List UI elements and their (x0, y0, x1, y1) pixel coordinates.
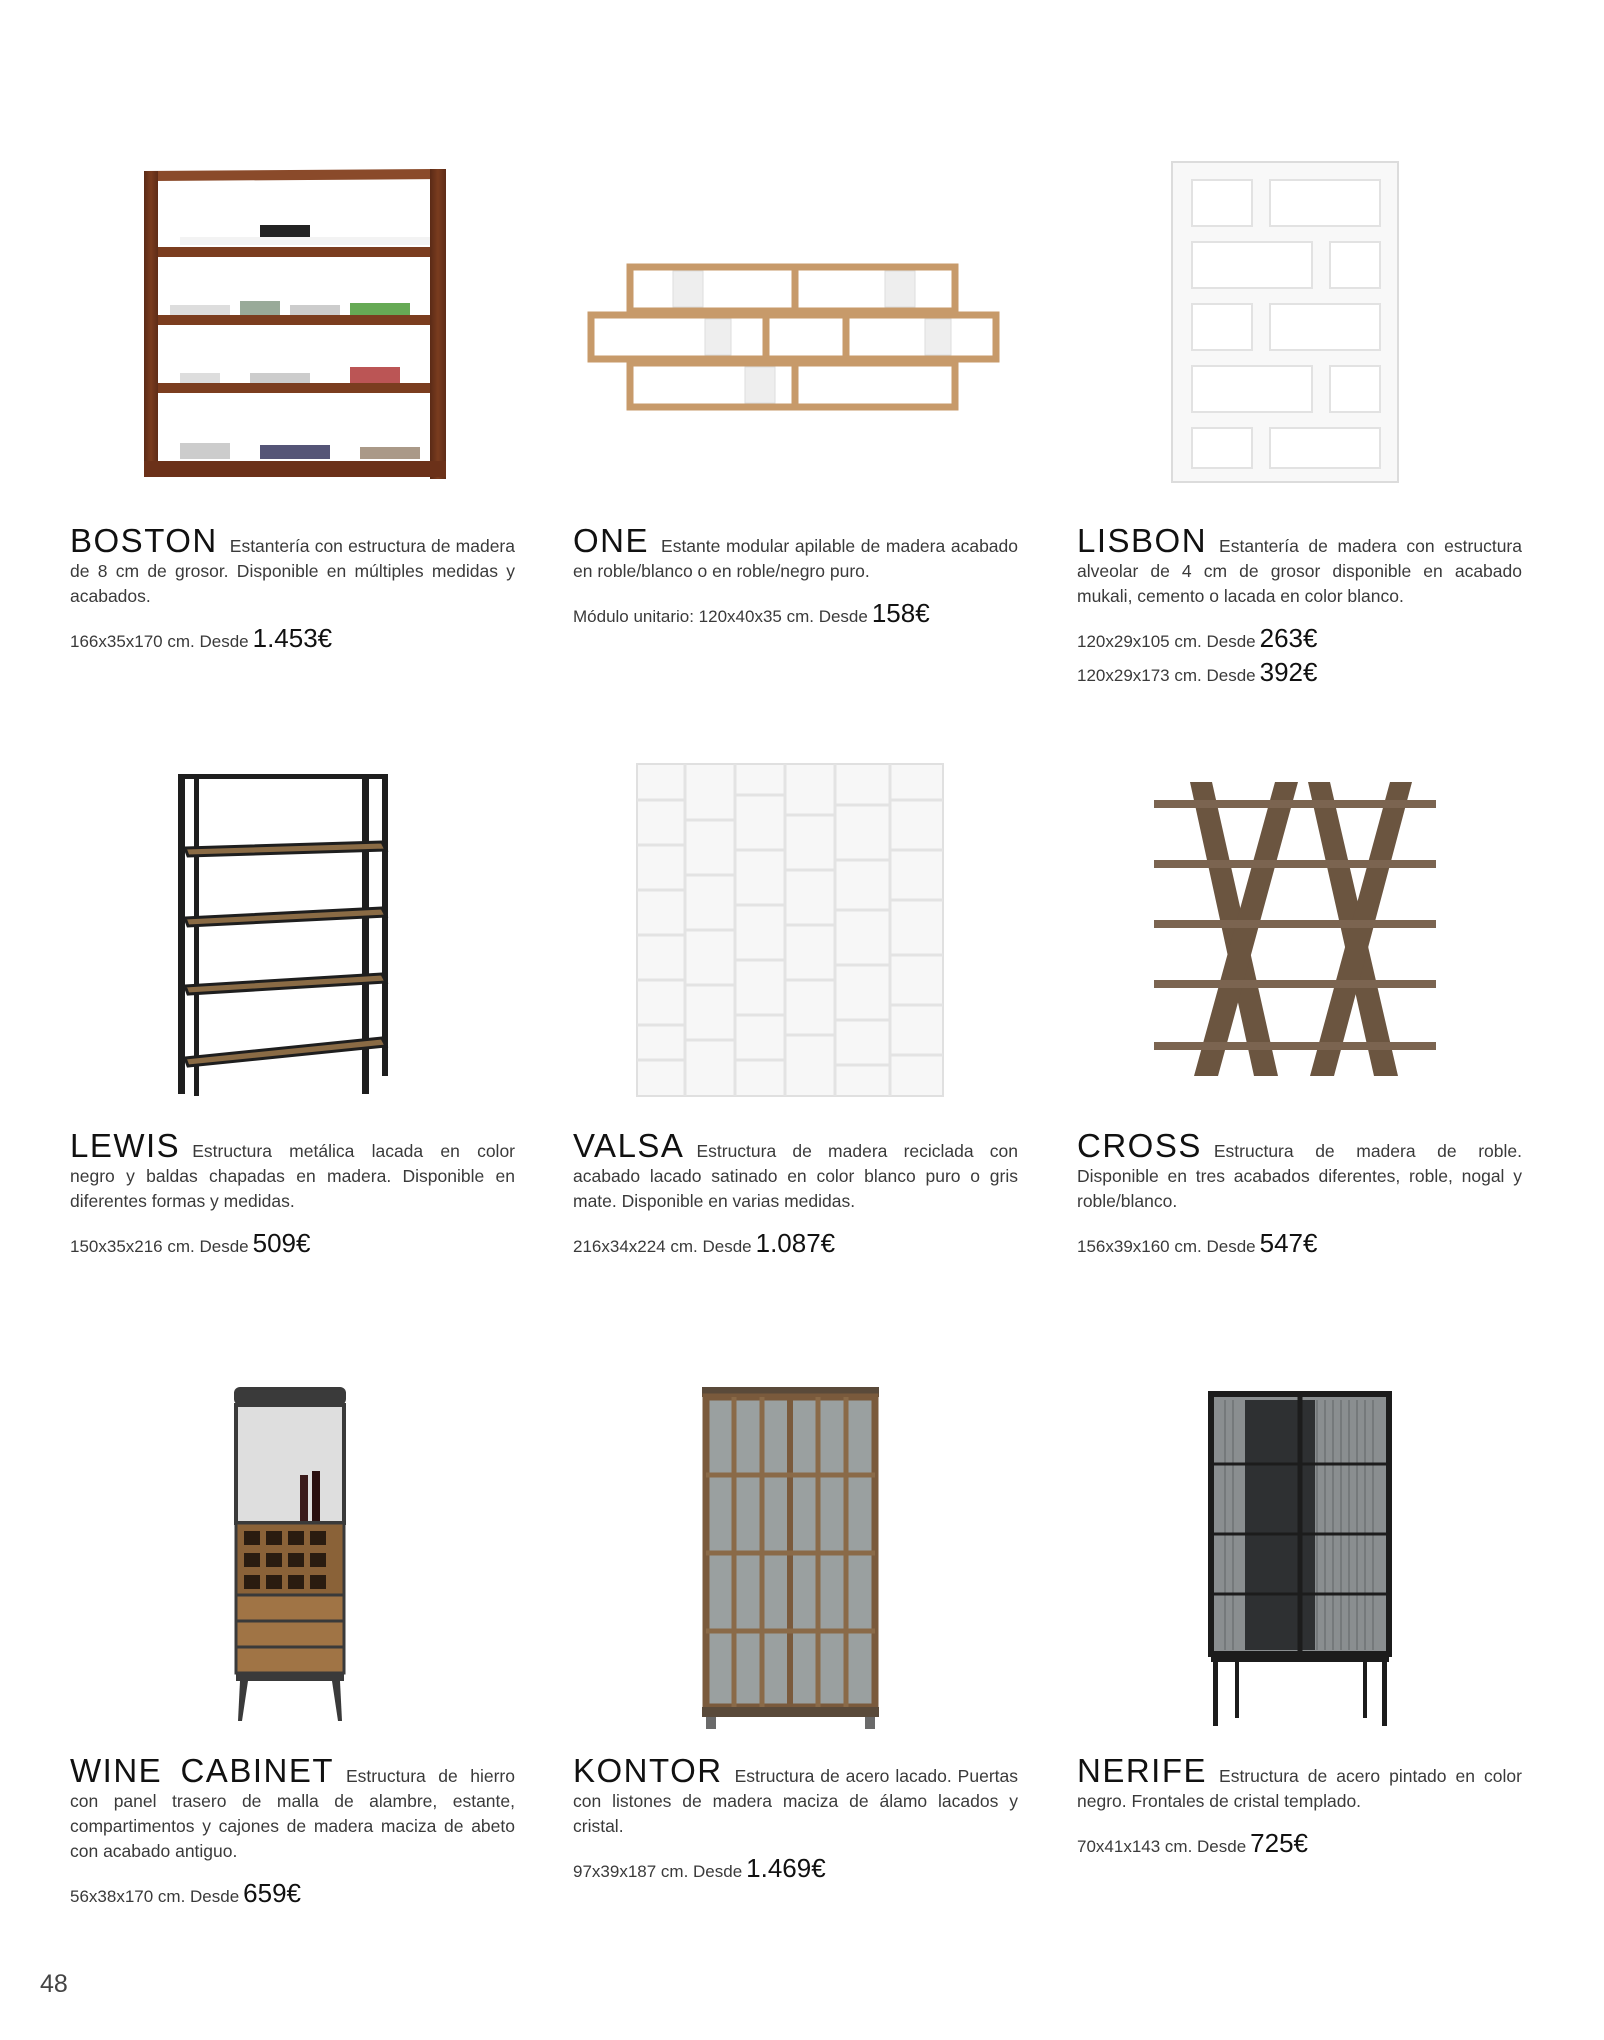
metal-shelf-illustration (172, 768, 402, 1098)
white-grid-bookcase-illustration (635, 760, 945, 1100)
product-kontor (573, 1752, 1018, 1888)
white-bookcase-illustration (1170, 160, 1400, 485)
product-nerife (1077, 1752, 1522, 1863)
product-description: LISBON Estantería de madera con estructura alveolar de 4 cm de grosor disponible en acabado mukali, cemento o lacada en color blanco. (1077, 522, 1522, 606)
product-name: VALSA (573, 1127, 685, 1164)
product-description: WINE CABINET Estructura de hierro con panel trasero de malla de alambre, estante, compartimentos y cajones de madera maciza de abeto con acabado antiguo. (70, 1752, 515, 1861)
product-name: WINE CABINET (70, 1752, 334, 1789)
price-line: 70x41x143 cm. Desde 725€ (1077, 1828, 1308, 1858)
page-number: 48 (40, 1970, 68, 1998)
product-wine-cabinet (70, 1752, 515, 1913)
product-description: LEWIS Estructura metálica lacada en color negro y baldas chapadas en madera. Disponible en diferentes formas y medidas. (70, 1127, 515, 1211)
price: 392€ (1259, 657, 1318, 687)
price: 1.453€ (252, 623, 333, 653)
product-one (573, 522, 1018, 633)
product-description: KONTOR Estructura de acero lacado. Puertas con listones de madera maciza de álamo lacados y cristal. (573, 1752, 1018, 1836)
cross-shelf-illustration (1150, 778, 1440, 1083)
price-line: 120x29x105 cm. Desde 263€ (1077, 623, 1318, 653)
price-line: 166x35x170 cm. Desde 1.453€ (70, 623, 333, 653)
product-lewis (70, 1127, 515, 1263)
price: 509€ (252, 1228, 311, 1258)
price-line: 97x39x187 cm. Desde 1.469€ (573, 1853, 826, 1883)
product-name: NERIFE (1077, 1752, 1208, 1789)
product-name: LEWIS (70, 1127, 181, 1164)
price: 1.469€ (746, 1853, 826, 1883)
product-name: KONTOR (573, 1752, 723, 1789)
walnut-bookcase-illustration (140, 165, 450, 485)
product-name: CROSS (1077, 1127, 1202, 1164)
price: 547€ (1259, 1228, 1318, 1258)
modular-shelf-illustration (585, 255, 1000, 420)
glass-cabinet-illustration (698, 1385, 883, 1730)
wine-cabinet-illustration (230, 1385, 350, 1725)
product-lisbon (1077, 522, 1522, 692)
price-line: 120x29x173 cm. Desde 392€ (1077, 657, 1318, 687)
price-line: 150x35x216 cm. Desde 509€ (70, 1228, 311, 1258)
price: 725€ (1250, 1828, 1308, 1858)
price: 659€ (243, 1878, 301, 1908)
product-name: ONE (573, 522, 650, 559)
product-description: VALSA Estructura de madera reciclada con acabado lacado satinado en color blanco puro o gris mate. Disponible en varias medidas. (573, 1127, 1018, 1211)
price-line: 216x34x224 cm. Desde 1.087€ (573, 1228, 836, 1258)
price: 1.087€ (755, 1228, 836, 1258)
product-name: LISBON (1077, 522, 1208, 559)
product-cross (1077, 1127, 1522, 1263)
product-description: BOSTON Estantería con estructura de madera de 8 cm de grosor. Disponible en múltiples medidas y acabados. (70, 522, 515, 606)
price: 158€ (871, 598, 930, 628)
price-line: Módulo unitario: 120x40x35 cm. Desde 158€ (573, 598, 930, 628)
product-description: NERIFE Estructura de acero pintado en color negro. Frontales de cristal templado. (1077, 1752, 1522, 1811)
black-glass-cabinet-illustration (1205, 1390, 1395, 1730)
price-line: 56x38x170 cm. Desde 659€ (70, 1878, 301, 1908)
price-line: 156x39x160 cm. Desde 547€ (1077, 1228, 1318, 1258)
product-description: ONE Estante modular apilable de madera acabado en roble/blanco o en roble/negro puro. (573, 522, 1018, 581)
price: 263€ (1259, 623, 1318, 653)
product-description: CROSS Estructura de madera de roble. Disponible en tres acabados diferentes, roble, nogal y roble/blanco. (1077, 1127, 1522, 1211)
product-name: BOSTON (70, 522, 218, 559)
product-valsa (573, 1127, 1018, 1263)
product-boston (70, 522, 515, 658)
